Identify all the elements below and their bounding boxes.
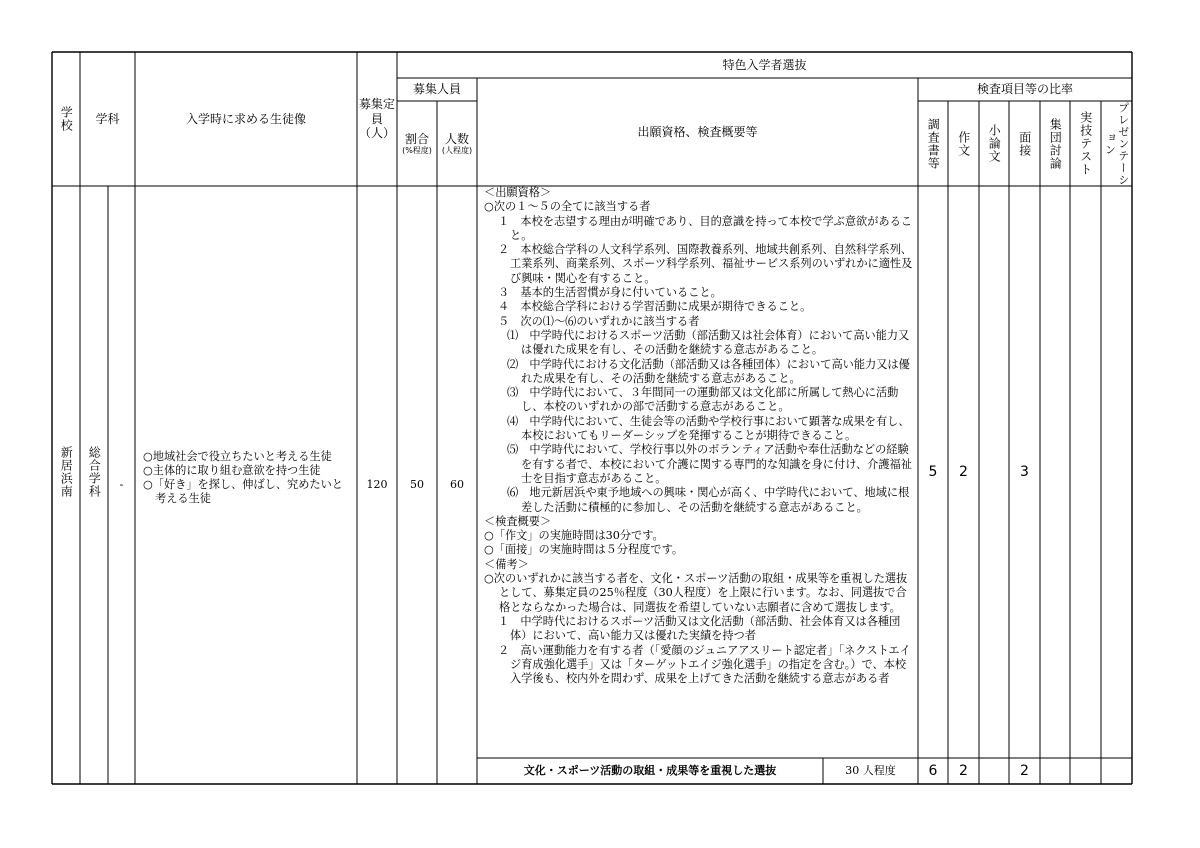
item-jitsugi: 実技テスト xyxy=(1078,111,1093,176)
number-header xyxy=(437,101,477,186)
special-score-presentation xyxy=(1101,758,1132,784)
score-jitsugi xyxy=(1070,186,1101,758)
note-intro: ○次のいずれかに該当する者を、文化・スポーツ活動の取組・成果等を重視した選抜として、募集定員の25％程度（30人程度）を上限に行います。なお、同選抜で合格とならなかった場合は、同選抜を希望していない志願者に含めて選抜します。 xyxy=(484,572,908,614)
note-item: ２ 高い運動能力を有する者（「愛顔のジュニアアスリート認定者」「ネクストエイジ育成強化選手」又は「ターゲットエイジ強化選手」の指定を含む。）で、本校入学後も、校内外を問わず、成果を上げてきた活動を継続する意志がある者 xyxy=(498,643,911,686)
capacity-header: 募集定員（人） xyxy=(359,97,396,141)
number-sublabel: (人程度) xyxy=(441,145,473,155)
department-name: 総合学科 xyxy=(87,446,102,498)
qualification-header: 出願資格、検査概要等 xyxy=(637,124,758,139)
number-value: 60 xyxy=(450,478,464,492)
number-label: 人数 xyxy=(444,131,469,146)
qualification-details xyxy=(484,186,914,686)
item-shoronbun: 小論文 xyxy=(987,124,1002,163)
special-score-shoronbun xyxy=(979,758,1009,784)
ratio-header xyxy=(397,101,437,186)
note-title: ＜備考＞ xyxy=(484,557,529,571)
score-mensetsu: 3 xyxy=(1020,463,1029,480)
item-sakubun: 作文 xyxy=(956,130,971,157)
ratio-sublabel: (%程度) xyxy=(402,145,432,155)
ratio-items-header: 検査項目等の比率 xyxy=(976,82,1073,97)
item-mensetsu: 面接 xyxy=(1017,130,1032,157)
special-selection-amount: 30 人程度 xyxy=(845,764,896,778)
note-item: １ 中学時代におけるスポーツ活動又は文化活動（部活動、社会体育又は各種団体）において、高い能力又は優れた実績を持つ者 xyxy=(498,614,901,643)
exam-title: ＜検査概要＞ xyxy=(484,514,552,528)
qual-sub-item: ⑴ 中学時代におけるスポーツ活動（部活動又は社会体育）において高い能力又は優れた成果を有し、その活動を継続する意志があること。 xyxy=(507,328,910,357)
school-name: 新居浜南 xyxy=(59,446,74,498)
tokushoku-header: 特色入学者選抜 xyxy=(722,57,807,72)
ratio-label: 割合 xyxy=(404,131,429,146)
special-score-sakubun: 2 xyxy=(959,762,968,779)
item-chosasho: 調査書等 xyxy=(926,117,941,170)
capacity-value: 120 xyxy=(366,478,388,492)
qual-item: ４ 本校総合学科における学習活動に成果が期待できること。 xyxy=(498,300,812,314)
profile-item: ○「好き」を探し、伸ばし、究めたいと考える生徒 xyxy=(143,478,343,505)
special-score-jitsugi xyxy=(1070,758,1101,784)
recruit-header: 募集人員 xyxy=(412,82,461,97)
score-shudan-toron xyxy=(1040,186,1070,758)
exam-item: ○「作文」の実施時間は30分です。 xyxy=(484,529,664,543)
student-profile-header: 入学時に求める生徒像 xyxy=(185,111,306,126)
item-presentation: プレゼンテーション xyxy=(1103,101,1130,186)
qual-sub-item: ⑵ 中学時代における文化活動（部活動又は各種団体）において高い能力又は優れた成果を有し、その活動を継続する意志があること。 xyxy=(507,357,910,385)
special-score-mensetsu: 2 xyxy=(1020,762,1029,779)
student-profile-list xyxy=(143,450,353,506)
qual-sub-item: ⑶ 中学時代において、３年間同一の運動部又は文化部に所属して熱心に活動し、本校のいずれかの部で活動する意志があること。 xyxy=(507,386,899,414)
course-name: - xyxy=(119,478,124,492)
special-score-chosasho: 6 xyxy=(928,762,938,779)
score-sakubun: 2 xyxy=(959,463,968,480)
special-score-shudan-toron xyxy=(1040,758,1070,784)
ratio-value: 50 xyxy=(410,478,424,492)
score-presentation xyxy=(1101,186,1132,758)
qual-sub-item: ⑸ 中学時代において、学校行事以外のボランティア活動や奉仕活動などの経験を有する者で、本校において介護に関する専門的な知識を身に付け、介護福祉士を目指す意志があること。 xyxy=(507,443,912,485)
department-header: 学科 xyxy=(95,111,120,126)
school-header: 学校 xyxy=(59,106,74,132)
item-shudan-toron: 集団討論 xyxy=(1048,117,1063,170)
qual-item: １ 本校を志望する理由が明確であり、目的意識を持って本校で学ぶ意欲があること。 xyxy=(498,214,912,242)
qual-item: ３ 基本的生活習慣が身に付いていること。 xyxy=(498,286,722,300)
qual-intro: ○次の１～５の全てに該当する者 xyxy=(484,200,651,214)
qual-item: ２ 本校総合学科の人文科学系列、国際教養系列、地域共創系列、自然科学系列、工業系列、商業系列、スポーツ科学系列、福祉サービス系列のいずれかに適性及び興味・関心を有すること。 xyxy=(498,243,913,285)
profile-item: ○主体的に取り組む意欲を持つ生徒 xyxy=(143,464,321,477)
qual-title: ＜出願資格＞ xyxy=(484,186,552,199)
exam-item: ○「面接」の実施時間は５分程度です。 xyxy=(484,543,684,557)
score-chosasho: 5 xyxy=(928,463,938,480)
qual-sub-item: ⑷ 中学時代において、生徒会等の活動や学校行事において顕著な成果を有し、本校においてもリーダーシップを発揮することが期待できること。 xyxy=(507,414,910,443)
special-selection-label: 文化・スポーツ活動の取組・成果等を重視した選抜 xyxy=(523,764,777,778)
qual-item: ５ 次の⑴～⑹のいずれかに該当する者 xyxy=(498,314,700,328)
qual-sub-item: ⑹ 地元新居浜や東予地域への興味・関心が高く、中学時代において、地域に根差した活動に積極的に参加し、その活動を継続する意志があること。 xyxy=(507,486,910,514)
profile-item: ○地域社会で役立ちたいと考える生徒 xyxy=(143,450,332,463)
score-shoronbun xyxy=(979,186,1009,758)
